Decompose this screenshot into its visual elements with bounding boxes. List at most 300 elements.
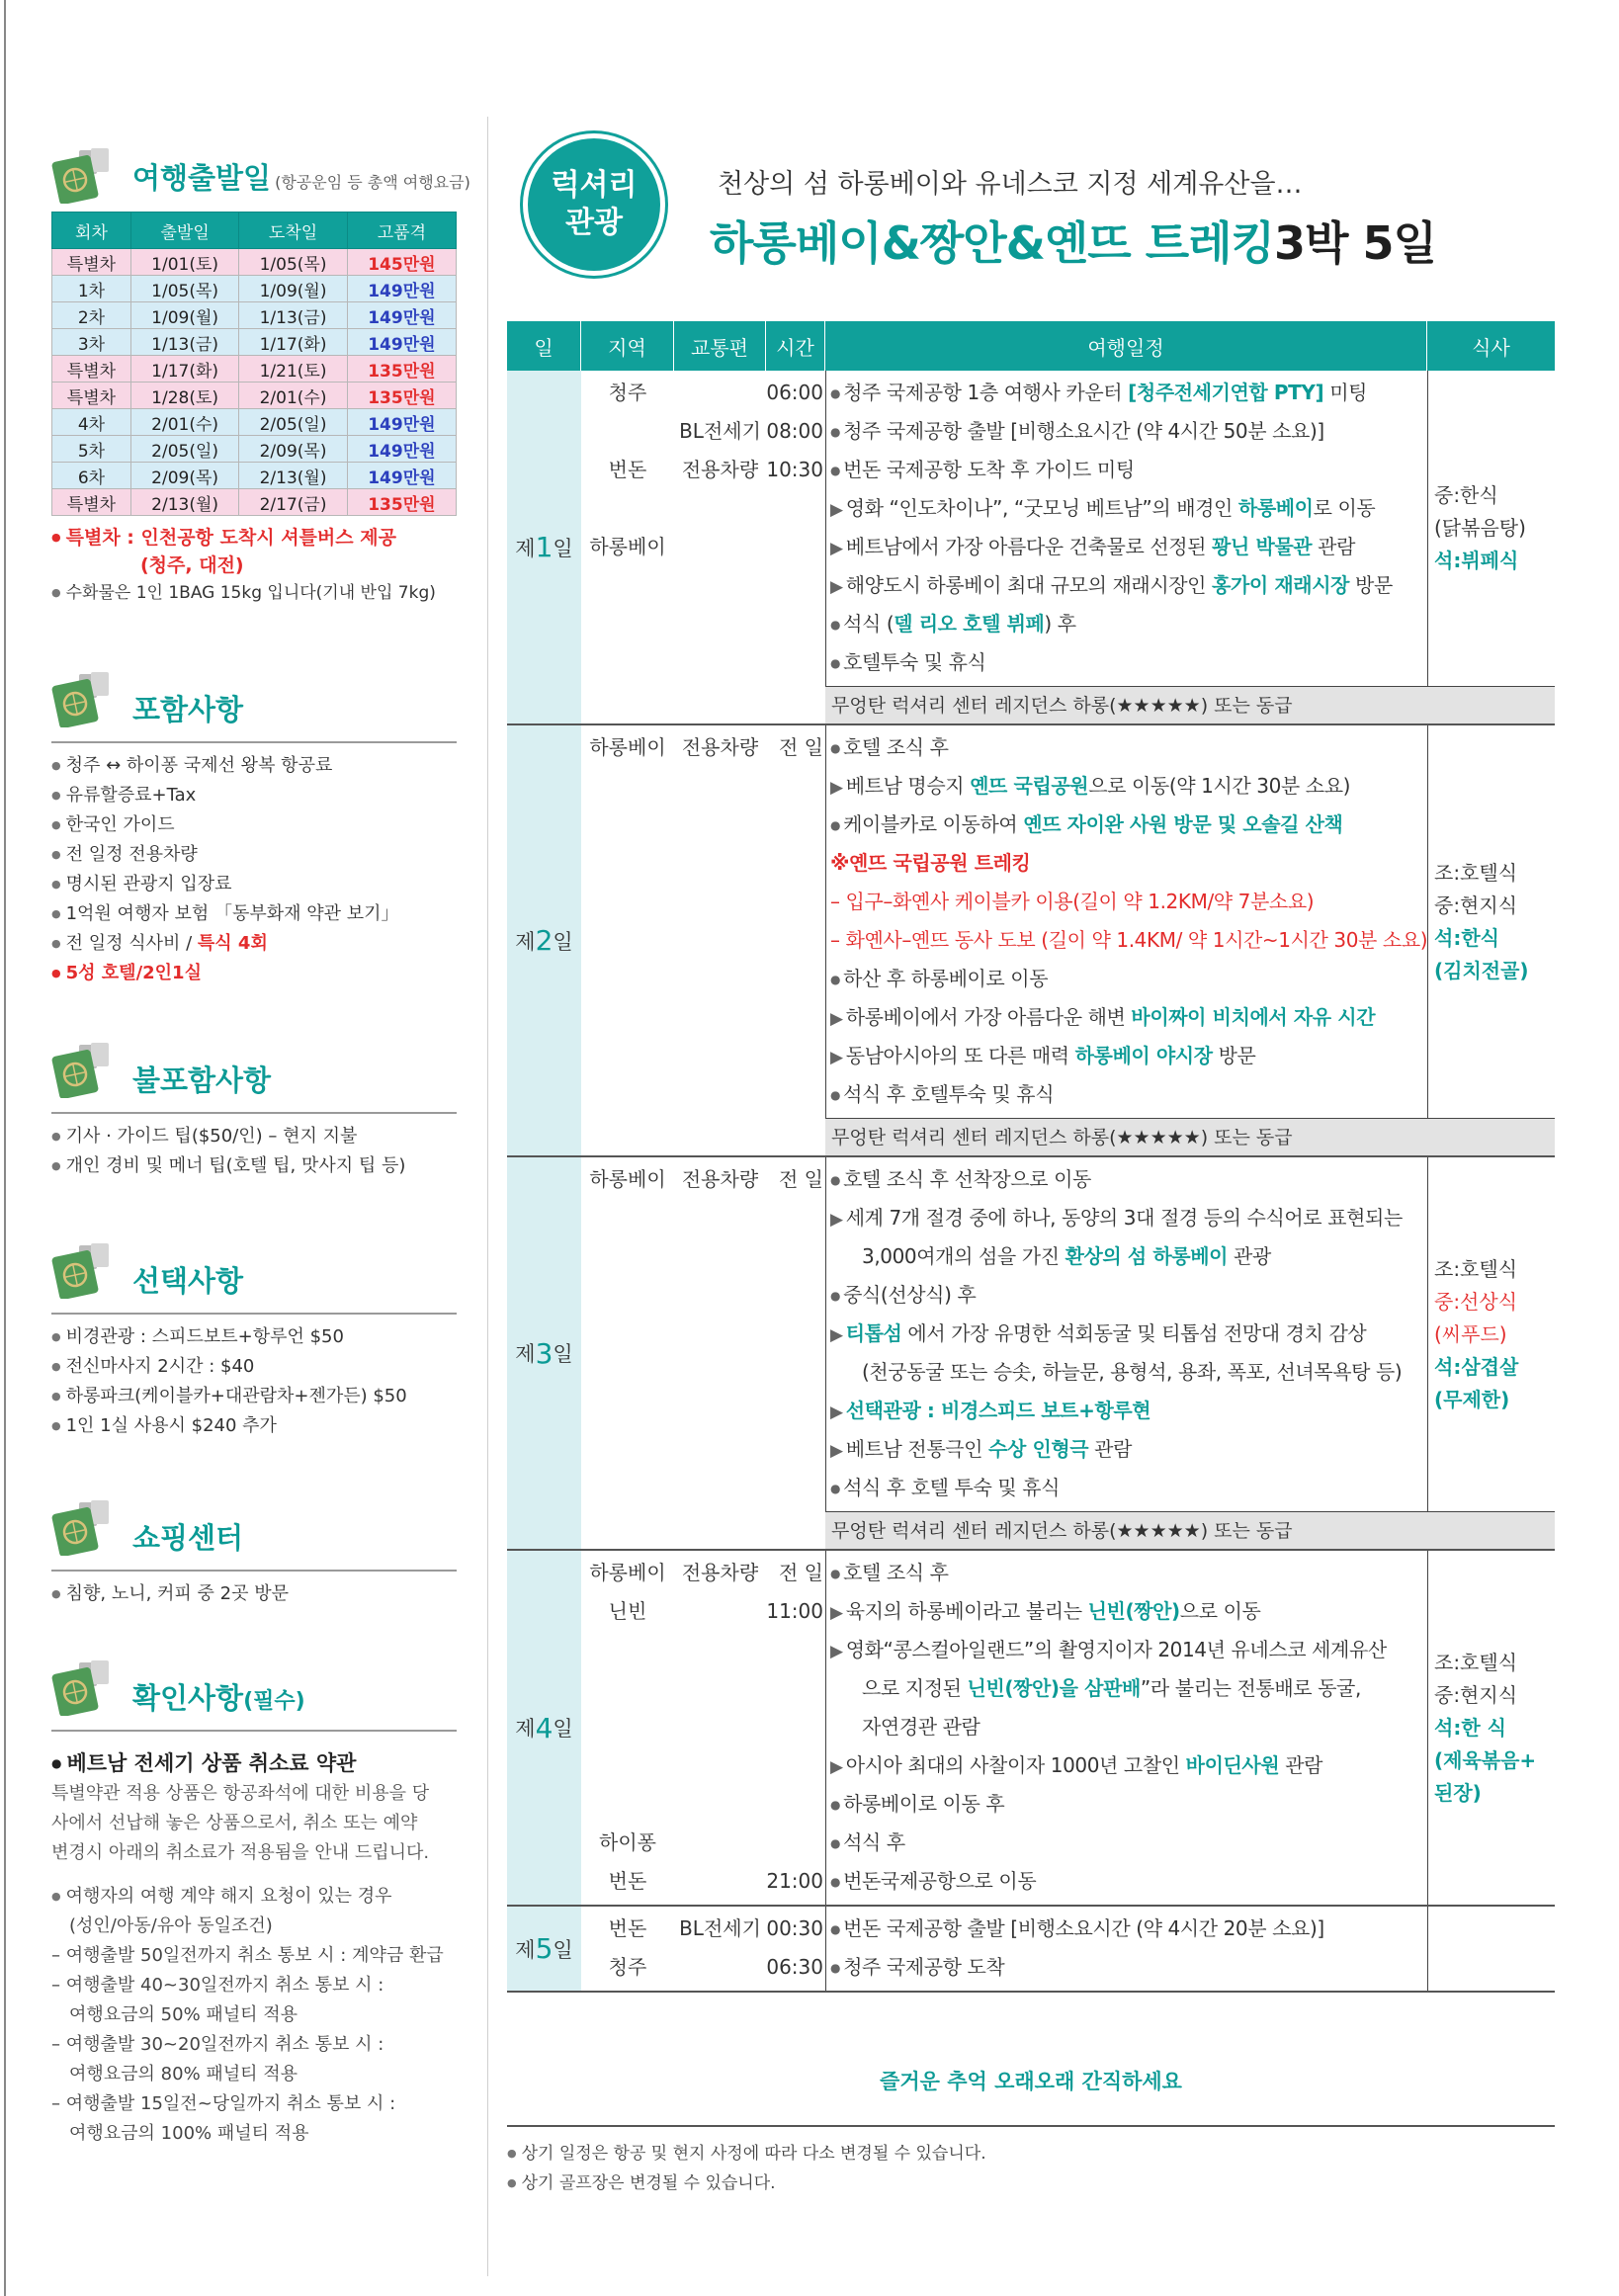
schedule-line <box>830 412 1324 451</box>
departure-dep-cell: 1/13(금) <box>130 329 238 356</box>
footer-note: ● 상기 일정은 항공 및 현지 사정에 따라 다소 변경될 수 있습니다. <box>507 2139 986 2168</box>
day-label-suffix: 일 <box>553 1342 573 1366</box>
itinerary-header-cell: 시간 <box>766 321 825 371</box>
region-cell: 닌빈 <box>608 1599 647 1623</box>
schedule-segment: 로 이동 <box>1313 496 1376 520</box>
day-label-suffix: 일 <box>553 536 573 560</box>
meal-list <box>1434 479 1556 577</box>
schedule-segment: 번돈 국제공항 출발 [비행소요시간 (약 4시간 20분 소요)] <box>843 1916 1324 1940</box>
include-list <box>51 751 457 988</box>
schedule-segment: 호텔 조식 후 <box>843 1561 949 1584</box>
departure-round-cell: 특별차 <box>52 383 131 409</box>
exclude-list <box>51 1122 457 1181</box>
special-meal-count: 특식 4회 <box>197 933 268 954</box>
schedule-segment: 으로 이동(약 1시간 30분 소요) <box>1088 774 1351 798</box>
day-label <box>507 1157 581 1549</box>
schedule-segment: 자연경관 관람 <box>862 1715 980 1739</box>
schedule-line <box>830 1948 1004 1987</box>
schedule-segment: 관람 <box>1279 1753 1323 1777</box>
schedule-line <box>830 844 1030 883</box>
time-cell: 21:00 <box>766 1869 823 1893</box>
region-cell: 하이퐁 <box>599 1830 656 1854</box>
meal-text: 전 일정 식사비 / <box>65 933 198 954</box>
schedule-line <box>830 1785 1004 1824</box>
time-cell: 전 일 <box>779 1167 823 1191</box>
departure-section <box>51 138 470 607</box>
meal-entry: 중:현지식 <box>1434 1683 1518 1707</box>
schedule-column <box>825 1157 1428 1511</box>
itinerary-header-cell: 일 <box>507 321 581 371</box>
departure-row <box>52 489 457 516</box>
departure-arr-cell: 2/09(목) <box>239 436 347 463</box>
include-section <box>51 662 457 988</box>
transport-column <box>674 1907 766 1991</box>
time-column <box>766 1907 825 1991</box>
schedule-segment: 베트남에서 가장 아름다운 건축물로 선정된 <box>845 535 1213 558</box>
schedule-segment: 하롱베이 <box>1237 496 1314 520</box>
departure-row <box>52 249 457 276</box>
closing-message: 즐거운 추억 오래오래 간직하세요 <box>880 2070 1182 2093</box>
meal-entry: 조:호텔식 <box>1434 861 1518 885</box>
include-item: ● 한국인 가이드 <box>51 810 457 840</box>
schedule-line <box>830 1862 1036 1901</box>
time-column <box>766 1551 825 1905</box>
transport-cell: 전용차량 <box>681 458 759 481</box>
departure-round-cell: 특별차 <box>52 249 131 276</box>
day-label <box>507 1551 581 1905</box>
schedule-line <box>830 605 1076 643</box>
optional-list <box>51 1322 457 1441</box>
meal-entry: (김치전골) <box>1434 959 1529 982</box>
itinerary-header-cell: 여행일정 <box>825 321 1427 371</box>
meal-entry: 석:뷔페식 <box>1434 549 1519 572</box>
meal-column <box>1427 1907 1556 1991</box>
meal-entry: (무제한) <box>1434 1388 1510 1411</box>
region-cell: 번돈 <box>608 1916 647 1940</box>
include-item-meals <box>51 929 457 959</box>
schedule-line <box>830 489 1375 528</box>
transport-column <box>674 725 766 1118</box>
passport-icon <box>51 148 121 204</box>
cancel-policy-line: 특별약관 적용 상품은 항공좌석에 대한 비용을 당 <box>51 1783 430 1804</box>
schedule-segment: 옌뜨 자이완 사원 방문 및 오솔길 산책 <box>1023 812 1343 836</box>
schedule-segment: ) 후 <box>1044 612 1076 636</box>
meal-column <box>1427 1157 1556 1511</box>
transport-cell: BL전세기 <box>679 419 761 443</box>
transport-cell: 전용차량 <box>681 1561 759 1584</box>
departure-arr-cell: 1/17(화) <box>239 329 347 356</box>
optional-item: ● 하롱파크(케이블카+대관람차+젠가든) $50 <box>51 1382 457 1411</box>
region-cell: 하롱베이 <box>589 535 666 558</box>
confirm-title-required: (필수) <box>243 1689 305 1714</box>
optional-item: ● 1인 1실 사용시 $240 추가 <box>51 1411 457 1441</box>
region-cell: 하롱베이 <box>589 735 666 759</box>
departure-round-cell: 특별차 <box>52 356 131 383</box>
schedule-segment: 청주 국제공항 도착 <box>843 1955 1005 1979</box>
schedule-line <box>830 1592 1260 1631</box>
schedule-line <box>830 566 1393 605</box>
schedule-line <box>830 921 1427 960</box>
schedule-segment: 영화 “인도차이나”, “굿모닝 베트남”의 배경인 <box>845 496 1238 520</box>
schedule-line <box>830 528 1355 566</box>
schedule-line <box>830 1237 1271 1276</box>
departure-price-cell: 149만원 <box>347 436 456 463</box>
itinerary-table <box>507 321 1555 1993</box>
itinerary-day <box>507 1157 1555 1551</box>
schedule-line <box>830 806 1342 844</box>
footer-note: ● 상기 골프장은 변경될 수 있습니다. <box>507 2168 986 2198</box>
schedule-line <box>830 998 1375 1037</box>
region-column <box>581 725 674 1118</box>
day-number: 4 <box>535 1711 554 1744</box>
departure-row <box>52 409 457 436</box>
schedule-segment: 에서 가장 유명한 석회동굴 및 티톱섬 전망대 경치 감상 <box>901 1321 1367 1345</box>
schedule-segment: 닌빈(짱안)을 삼판배 <box>967 1676 1141 1700</box>
meal-column <box>1427 371 1556 686</box>
schedule-segment: 환상의 섬 하롱베이 <box>1065 1244 1229 1268</box>
schedule-line <box>830 883 1314 921</box>
schedule-segment: 선택관광 : 비경스피드 보트+항루현 <box>845 1399 1151 1422</box>
time-cell: 06:30 <box>766 1955 823 1979</box>
schedule-segment: 방문 <box>1212 1044 1256 1067</box>
departure-price-cell: 149만원 <box>347 302 456 329</box>
schedule-column <box>825 1551 1428 1905</box>
departure-price-cell: 149만원 <box>347 409 456 436</box>
meal-entry: 조:호텔식 <box>1434 1651 1518 1674</box>
schedule-line <box>830 767 1350 806</box>
schedule-segment: 영화“콩스컬아일랜드”의 촬영지이자 2014년 유네스코 세계유산 <box>845 1638 1387 1661</box>
cancel-policy-item: 여행요금의 80% 패널티 적용 <box>69 2064 298 2084</box>
region-cell: 하롱베이 <box>589 1561 666 1584</box>
transport-column <box>674 1551 766 1905</box>
departure-row <box>52 302 457 329</box>
schedule-line <box>830 643 985 682</box>
passport-icon <box>51 1043 121 1098</box>
day-label-prefix: 제 <box>515 1937 536 1962</box>
departure-header-cell: 출발일 <box>130 213 238 249</box>
schedule-segment: 청주 국제공항 1층 여행사 카운터 <box>843 381 1129 404</box>
schedule-segment: 하롱베이로 이동 후 <box>843 1792 1005 1816</box>
day-label-prefix: 제 <box>515 929 536 954</box>
schedule-segment: 3,000여개의 섬을 가진 <box>862 1244 1065 1268</box>
meal-list <box>1434 1253 1556 1416</box>
exclude-item: ● 기사 · 가이드 팁($50/인) – 현지 지불 <box>51 1122 457 1151</box>
cancel-policy-item: – 여행출발 50일전까지 취소 통보 시 : 계약금 환급 <box>51 1941 457 1971</box>
schedule-segment: 호텔투숙 및 휴식 <box>843 650 986 674</box>
departure-dep-cell: 1/09(월) <box>130 302 238 329</box>
include-item: ● 명시된 관광지 입장료 <box>51 870 457 899</box>
schedule-segment: 석식 후 <box>843 1830 905 1854</box>
badge-line-2: 관광 <box>565 206 623 240</box>
schedule-line <box>830 1469 1060 1507</box>
schedule-line <box>830 1075 1054 1114</box>
luxury-badge <box>528 138 660 271</box>
day-label-suffix: 일 <box>553 929 573 954</box>
exclude-title: 불포함사항 <box>132 1063 272 1097</box>
time-cell: 전 일 <box>779 1561 823 1584</box>
day-label <box>507 371 581 723</box>
meal-entry: 석:한 식 <box>1434 1716 1506 1740</box>
optional-section <box>51 1233 457 1441</box>
schedule-segment: 베트남 전통극인 <box>845 1437 989 1461</box>
departure-table <box>51 212 457 516</box>
schedule-segment: [청주전세기연합 PTY] <box>1128 381 1324 404</box>
schedule-line <box>830 1631 1387 1669</box>
page-subtitle: 천상의 섬 하롱베이와 유네스코 지정 세계유산을… <box>718 169 1303 200</box>
departure-price-cell: 149만원 <box>347 463 456 489</box>
schedule-segment: 아시아 최대의 사찰이자 1000년 고찰인 <box>845 1753 1186 1777</box>
schedule-column <box>825 725 1428 1118</box>
departure-row <box>52 276 457 302</box>
itinerary-day <box>507 1907 1555 1993</box>
schedule-segment: 관람 <box>1312 535 1356 558</box>
schedule-line <box>830 728 949 767</box>
schedule-segment: ※옌뜨 국립공원 트레킹 <box>830 851 1031 875</box>
region-cell: 번돈 <box>608 458 647 481</box>
time-cell: 00:30 <box>766 1916 823 1940</box>
schedule-segment: 홍가이 재래시장 <box>1212 573 1350 597</box>
departure-header-cell: 고품격 <box>347 213 456 249</box>
departure-dep-cell: 1/01(토) <box>130 249 238 276</box>
meal-entry: 된장) <box>1434 1781 1482 1805</box>
schedule-line <box>830 1708 980 1746</box>
schedule-segment: 청주 국제공항 출발 [비행소요시간 (약 4시간 50분 소요)] <box>843 419 1324 443</box>
transport-cell: BL전세기 <box>679 1916 761 1940</box>
departure-arr-cell: 1/13(금) <box>239 302 347 329</box>
badge-line-1: 럭셔리 <box>551 168 638 203</box>
departure-row <box>52 356 457 383</box>
departure-round-cell: 특별차 <box>52 489 131 516</box>
schedule-line <box>830 960 1048 998</box>
cancel-policy-line: 사에서 선납해 놓은 상품으로서, 취소 또는 예약 <box>51 1813 418 1833</box>
time-cell: 11:00 <box>766 1599 823 1623</box>
schedule-segment: 하롱베이 야시장 <box>1074 1044 1213 1067</box>
schedule-segment: 관광 <box>1228 1244 1271 1268</box>
include-item-hotel: ● 5성 호텔/2인1실 <box>51 959 457 988</box>
cancel-policy-heading: ● 베트남 전세기 상품 취소료 약관 <box>51 1747 457 1777</box>
schedule-segment: 으로 이동 <box>1179 1599 1261 1623</box>
schedule-segment: (천궁동굴 또는 승솟, 하늘문, 용형석, 용좌, 폭포, 선녀목욕탕 등) <box>862 1360 1403 1384</box>
meal-entry: 중:현지식 <box>1434 893 1518 917</box>
cancel-policy-line: 변경시 아래의 취소료가 적용됨을 안내 드립니다. <box>51 1842 430 1863</box>
hotel-info: 무엉탄 럭셔리 센터 레지던스 하롱(★★★★★) 또는 동급 <box>825 1511 1555 1549</box>
day-label-suffix: 일 <box>553 1717 573 1741</box>
schedule-segment: 호텔 조식 후 <box>843 735 949 759</box>
day-number: 5 <box>535 1932 554 1965</box>
schedule-line <box>830 1353 1402 1392</box>
departure-dep-cell: 2/13(월) <box>130 489 238 516</box>
schedule-segment: – 화옌사–옌뜨 동사 도보 (길이 약 1.4KM/ 약 1시간~1시간 30분 소요) <box>830 928 1428 952</box>
column-divider <box>487 117 488 2276</box>
departure-round-cell: 1차 <box>52 276 131 302</box>
schedule-segment: 호텔 조식 후 선착장으로 이동 <box>843 1167 1091 1191</box>
departure-dep-cell: 2/01(수) <box>130 409 238 436</box>
schedule-segment: 번돈국제공항으로 이동 <box>843 1869 1037 1893</box>
departure-row <box>52 463 457 489</box>
passport-icon <box>51 672 121 727</box>
shopping-list <box>51 1579 457 1609</box>
exclude-section <box>51 1033 457 1181</box>
meal-list <box>1434 1647 1556 1810</box>
departure-price-cell: 135만원 <box>347 383 456 409</box>
meal-column <box>1427 1551 1556 1905</box>
departure-round-cell: 5차 <box>52 436 131 463</box>
departure-price-cell: 145만원 <box>347 249 456 276</box>
schedule-segment: 수상 인형극 <box>988 1437 1089 1461</box>
time-cell: 08:00 <box>766 419 823 443</box>
passport-icon <box>51 1243 121 1299</box>
schedule-segment: 방문 <box>1349 573 1393 597</box>
cancel-policy-item: – 여행출발 40~30일전까지 취소 통보 시 : <box>51 1971 457 2000</box>
itinerary-header-cell: 지역 <box>581 321 674 371</box>
itinerary-day <box>507 371 1555 725</box>
region-cell: 번돈 <box>608 1869 647 1893</box>
schedule-line <box>830 1746 1322 1785</box>
day-label-prefix: 제 <box>515 1717 536 1741</box>
region-column <box>581 371 674 686</box>
departure-row <box>52 383 457 409</box>
transport-column <box>674 1157 766 1511</box>
departure-row <box>52 329 457 356</box>
footer-rule <box>507 2125 1555 2127</box>
schedule-line <box>830 1554 949 1592</box>
time-cell: 06:00 <box>766 381 823 404</box>
time-column <box>766 371 825 686</box>
optional-item: ● 비경관광 : 스피드보트+항루언 $50 <box>51 1322 457 1352</box>
schedule-line <box>830 1037 1255 1075</box>
departure-dep-cell: 2/09(목) <box>130 463 238 489</box>
departure-round-cell: 3차 <box>52 329 131 356</box>
departure-dep-cell: 1/05(목) <box>130 276 238 302</box>
departure-round-cell: 6차 <box>52 463 131 489</box>
region-cell: 청주 <box>608 1955 647 1979</box>
departure-dep-cell: 2/05(일) <box>130 436 238 463</box>
meal-entry: (씨푸드) <box>1434 1322 1507 1346</box>
departure-dep-cell: 1/28(토) <box>130 383 238 409</box>
cancel-policy-item: 여행요금의 100% 패널티 적용 <box>69 2123 309 2144</box>
departure-dep-cell: 1/17(화) <box>130 356 238 383</box>
itinerary-header-cell: 식사 <box>1472 335 1510 360</box>
schedule-segment: 석식 후 호텔 투숙 및 휴식 <box>843 1476 1061 1499</box>
schedule-segment: 케이블카로 이동하여 <box>843 812 1024 836</box>
shopping-title: 쇼핑센터 <box>132 1521 244 1555</box>
transport-cell: 전용차량 <box>681 735 759 759</box>
schedule-segment: 관람 <box>1088 1437 1133 1461</box>
cancel-policy-item: – 여행출발 30~20일전까지 취소 통보 시 : <box>51 2030 457 2060</box>
include-item: ● 전 일정 전용차량 <box>51 840 457 870</box>
region-column <box>581 1907 674 1991</box>
day-label <box>507 725 581 1155</box>
departure-title: 여행출발일 <box>132 161 272 195</box>
transport-column <box>674 371 766 686</box>
transport-cell: 전용차량 <box>681 1167 759 1191</box>
region-cell: 하롱베이 <box>589 1167 666 1191</box>
departure-price-cell: 135만원 <box>347 356 456 383</box>
meal-entry: (닭볶음탕) <box>1434 516 1526 540</box>
schedule-line <box>830 1276 976 1315</box>
schedule-segment: 으로 지정된 <box>862 1676 968 1700</box>
confirm-title: 확인사항 <box>132 1681 244 1715</box>
meal-entry: 조:호텔식 <box>1434 1257 1518 1281</box>
schedule-segment: 중식(선상식) 후 <box>843 1283 977 1307</box>
departure-header-cell: 도착일 <box>239 213 347 249</box>
departure-arr-cell: 1/21(토) <box>239 356 347 383</box>
day-label-prefix: 제 <box>515 1342 536 1366</box>
hotel-info: 무엉탄 럭셔리 센터 레지던스 하롱(★★★★★) 또는 동급 <box>825 1118 1555 1155</box>
hotel-info: 무엉탄 럭셔리 센터 레지던스 하롱(★★★★★) 또는 동급 <box>825 686 1555 723</box>
departure-subtitle: (항공운임 등 총액 여행요금) <box>275 173 470 192</box>
meal-entry: 중:선상식 <box>1434 1290 1518 1314</box>
meal-list <box>1434 857 1556 987</box>
schedule-column <box>825 1907 1428 1991</box>
day-number: 3 <box>535 1336 554 1370</box>
passport-icon <box>51 1500 121 1556</box>
schedule-segment: 하산 후 하롱베이로 이동 <box>843 967 1049 990</box>
cancel-policy-text <box>51 1779 457 1868</box>
departure-round-cell: 4차 <box>52 409 131 436</box>
schedule-segment: 바이짜이 비치에서 자유 시간 <box>1131 1005 1376 1029</box>
time-column <box>766 1157 825 1511</box>
departure-price-cell: 149만원 <box>347 329 456 356</box>
cancel-policy-item: ● 여행자의 여행 계약 해지 요청이 있는 경우 <box>51 1882 457 1912</box>
schedule-segment: 델 리오 호텔 뷔페 <box>894 612 1045 636</box>
schedule-segment: 미팅 <box>1323 381 1368 404</box>
include-item: ● 1억원 여행자 보험 「동부화재 약관 보기」 <box>51 899 457 929</box>
departure-arr-cell: 2/05(일) <box>239 409 347 436</box>
schedule-segment: 육지의 하롱베이라고 불리는 <box>845 1599 1088 1623</box>
schedule-segment: ”라 불리는 전통배로 동굴, <box>1140 1676 1361 1700</box>
schedule-segment: 꽝닌 박물관 <box>1212 535 1313 558</box>
schedule-segment: 석식 ( <box>843 612 895 636</box>
departure-arr-cell: 1/09(월) <box>239 276 347 302</box>
time-cell: 전 일 <box>779 735 823 759</box>
cancel-policy-item: – 여행출발 15일전~당일까지 취소 통보 시 : <box>51 2089 457 2119</box>
departure-arr-cell: 1/05(목) <box>239 249 347 276</box>
departure-arr-cell: 2/17(금) <box>239 489 347 516</box>
meal-entry: 석:삼겹살 <box>1434 1355 1519 1379</box>
optional-item: ● 전신마사지 2시간 : $40 <box>51 1352 457 1382</box>
baggage-note: ● 수화물은 1인 1BAG 15kg 입니다(기내 반입 7kg) <box>51 579 457 607</box>
day-label-suffix: 일 <box>553 1937 573 1962</box>
time-column <box>766 725 825 1118</box>
time-cell: 10:30 <box>766 458 823 481</box>
page-title <box>710 208 1436 273</box>
footer-notes <box>507 2139 986 2198</box>
itinerary-day <box>507 725 1555 1157</box>
departure-row <box>52 436 457 463</box>
schedule-segment: 석식 후 호텔투숙 및 휴식 <box>843 1082 1055 1106</box>
schedule-line <box>830 1669 1361 1708</box>
departure-price-cell: 135만원 <box>347 489 456 516</box>
confirm-section <box>51 1651 457 2149</box>
shopping-section <box>51 1490 457 1609</box>
itinerary-header <box>507 321 1555 371</box>
optional-title: 선택사항 <box>132 1264 244 1298</box>
schedule-segment: 옌뜨 국립공원 <box>970 774 1089 798</box>
itinerary-header-cell: 교통편 <box>674 321 766 371</box>
schedule-segment: 세계 7개 절경 중에 하나, 동양의 3대 절경 등의 수식어로 표현되는 <box>845 1206 1403 1230</box>
schedule-line <box>830 1392 1150 1430</box>
shuttle-note: ● 특별차 : 인천공항 도착시 셔틀버스 제공 <box>51 524 457 552</box>
schedule-segment: 티톱섬 <box>845 1321 902 1345</box>
day-label <box>507 1907 581 1991</box>
schedule-segment: 바이딘사원 <box>1185 1753 1280 1777</box>
departure-header-cell: 회차 <box>52 213 131 249</box>
schedule-segment: 베트남 명승지 <box>845 774 971 798</box>
schedule-line <box>830 1160 1091 1199</box>
cancel-policy-item: 여행요금의 50% 패널티 적용 <box>69 2004 298 2025</box>
itinerary-day <box>507 1551 1555 1907</box>
